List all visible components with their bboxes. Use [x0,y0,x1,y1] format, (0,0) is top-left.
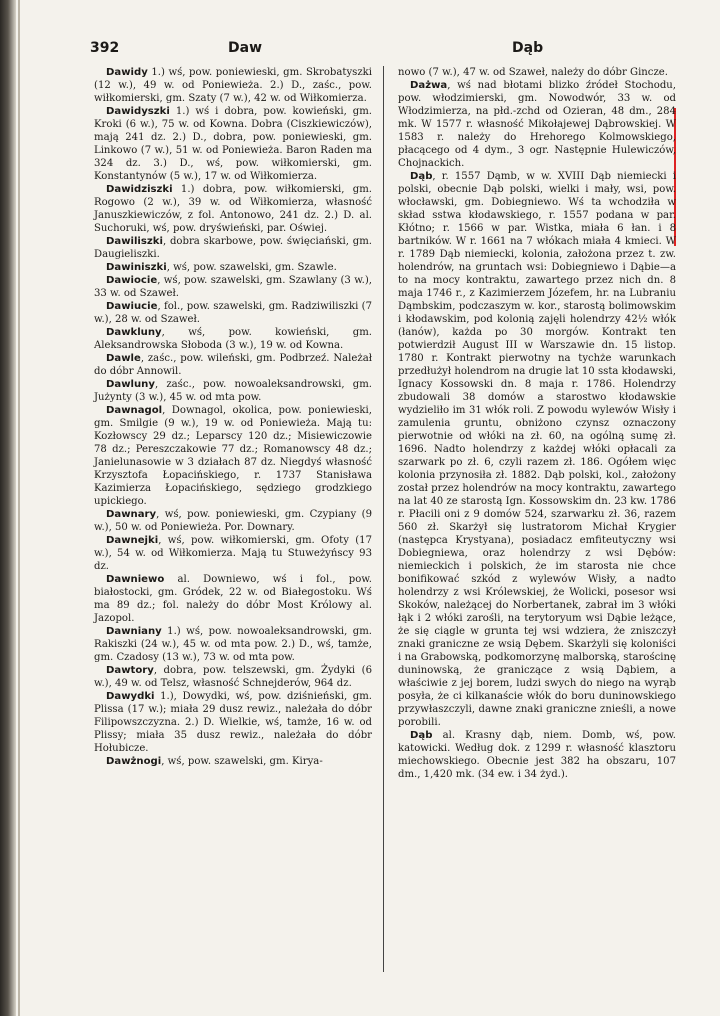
entry-headword: Dawiliszki [106,236,163,247]
dictionary-entry [398,79,676,170]
dictionary-entry [94,183,372,235]
dictionary-entry [398,729,676,781]
left-running-head: Daw [228,40,263,56]
entry-headword: Dawidziszki [106,184,173,195]
entry-headword: Dawnejki [106,535,159,546]
dictionary-entry [94,105,372,183]
dictionary-entry [94,300,372,326]
entry-headword: Dawnagol [106,405,163,416]
dictionary-entry [94,755,372,768]
entry-text: nowo (7 w.), 47 w. od Szaweł, należy do dóbr Gincze. [398,67,668,78]
dictionary-entry [94,352,372,378]
book-binding-shadow [0,0,16,1016]
entry-headword: Dawniewo [106,574,165,585]
dictionary-entry [94,404,372,508]
entry-headword: Dąb [410,171,433,182]
dictionary-entry [398,66,676,79]
dictionary-page [90,40,676,980]
page-edge [18,0,20,1016]
entry-headword: Dąb [410,730,433,741]
dictionary-entry [94,235,372,261]
dictionary-entry [94,690,372,755]
right-column [398,66,676,781]
dictionary-entry [94,66,372,105]
dictionary-entry [398,170,676,729]
entry-text: , wś nad błotami blizko źródeł Stochodu, pow. włodzimierski, gm. Nowodwór, 33 w. od Włodzimierza, na płd.-zchd od Ozieran, 48 dm., 284 mk. W 1577 r. własność Mikołajewej Dąbrowskiej. W 1583 r. należy do Hrehorego Kolmowskiego, płacącego od 4 dym., 3 ogr. Następnie Hulewiczów, Chojnackich. [398,80,676,169]
entry-headword: Dawiniszki [106,262,167,273]
right-running-head: Dąb [512,40,544,56]
entry-text: 1.) wś i dobra, pow. kowieński, gm. Kroki (6 w.), 75 w. od Kowna. Dobra (Ciszkiewiczów), mają 241 dz. 2.) D., dobra, pow. poniewieski, gm. Linkowo (7 w.), 51 w. od Poniewieża. Baron Raden ma 324 dz. 3.) D., wś, pow. wiłkomierski, gm. Konstantynów (5 w.), 17 w. od Wiłkomierza. [94,106,372,182]
entry-text: , r. 1557 Dąmb, w w. XVIII Dąb niemiecki i polski, obecnie Dąb polski, wielki i mały, wsi, pow. włocławski, gm. Dobiegniewo. Wś ta wchodziła w skład sstwa kłodawskiego, r. 1557 podana w par. Kłótno; r. 1566 w par. Wistka, miała 6 łan. i 8 bartników. W r. 1661 na 7 włókach miała 4 kmieci. W r. 1789 Dąb niemiecki, kolonia, założona przez t. zw. holendrów, na gruntach wsi: Dobiegniewo i Dąbie—a to na mocy kontraktu, zawartego przez nich dn. 8 maja 1746 r., z Kazimierzem Józefem, hr. na Lubraniu Dąmbskim, podczaszym w. kor., starostą bolimowskim i kłodawskim, pod kolonią zajęli holendrzy 42½ włók (łanów), każda po 30 morgów. Kontrakt ten potwierdził August III w Warszawie dn. 15 listop. 1780 r. Kontrakt pierwotny na tychże warunkach przedłużył holendrom na drugie lat 10 ssta kłodawski, Ignacy Kossowski dn. 8 maja r. 1786. Holendrzy zbudowali 38 domów a starostwo kłodawskie wydzieliło im 31 włók roli. Z powodu wylewów Wisły i zamulenia gruntu, obniżono czynsz oznaczony pierwotnie od włóki na zł. 60, na ogólną sumę zł. 1696. Nadto holendrzy z każdej włóki opłacali za szarwark po zł. 6, czyli razem zł. 186. Ogółem więc kolonia przynosiła zł. 1882. Dąb polski, kol., założony został przez holendrów na mocy kontraktu, zawartego na lat 40 ze starostą Ign. Kossowskim dn. 23 kw. 1786 r. Płacili oni z 9 domów 524, szarwarku zł. 36, razem 560 zł. Skarżył się lustratorom Michał Krygier (następca Krystyana), posiadacz emfiteutyczny wsi Dobiegniewa, oraz holendrzy z wsi Dębów: niemieckich i polskich, że im starosta nie chce bonifikować szkód z wylewów Wisły, a nadto holendrzy z wsi Królewskiej, że Wolicki, posesor wsi Skoków, należącej do Norbertanek, zabrał im 3 włóki łąk i 2 włóki zarośli, na terytoryum wsi Dąbie leżące, że się ciągle w grunta tej wsi wdziera, że zniszczył znaki graniczne ze wsią Dębem. Skarżyli się koloniści i na Grabowską, podkomorzynę malborską, starościnę duninowską, że graniczące z wsią Dąbiem, a właściwie z jej borem, ludzi swych do niego na wyrąb posyła, że ci kilkanaście włók do boru duninowskiego przywłaszczyli, dawne znaki graniczne znieśli, a nowe porobili. [398,171,676,728]
entry-text: 1.), Dowydki, wś, pow. dziśnieński, gm. Plissa (17 w.); miała 29 dusz rewiz., należała do dóbr Filipowszczyzna. 2.) D. Wielkie, wś, tamże, 16 w. od Plissy; miała 35 dusz rewiz., należała do dóbr Hołubicze. [94,691,372,754]
dictionary-entry [94,326,372,352]
entry-text: , wś, pow. wiłkomierski, gm. Ofoty (17 w.), 54 w. od Wiłkomierza. Mają tu Stuweżyńscy 93 dz. [94,535,372,572]
entry-headword: Dażwa [410,80,448,91]
dictionary-entry [94,378,372,404]
entry-headword: Dawydki [106,691,155,702]
entry-text: , Downagol, okolica, pow. poniewieski, gm. Smilgie (9 w.), 19 w. od Poniewieża. Mają tu: Kozłowscy 29 dz.; Leparscy 120 dz.; Misiewiczowie 78 dz.; Pereszczakowie 77 dz.; Romanowscy 48 dz.; Janielunasowie w 3 działach 87 dz. Niegdyś własność Krzysztofa Łopacińskiego, r. 1737 Stanisława Kazimierza Łopacińskiego, sędziego grodzkiego upickiego. [94,405,372,507]
entry-text: 1.) dobra, pow. wiłkomierski, gm. Rogowo (2 w.), 39 w. od Wiłkomierza, własność Januszkiewiczów, z fol. Antonowo, 241 dz. 2.) D. al. Suchoruki, wś, pow. dryświeński, par. Oświej. [94,184,372,234]
text-columns [90,66,676,972]
dictionary-entry [94,573,372,625]
entry-text: , wś, pow. kowieński, gm. Aleksandrowska Słoboda (3 w.), 19 w. od Kowna. [94,327,372,351]
entry-text: , wś, pow. poniewieski, gm. Czypiany (9 w.), 50 w. od Poniewieża. Por. Downary. [94,509,372,533]
dictionary-entry [94,274,372,300]
entry-text: , dobra skarbowe, pow. święciański, gm. Daugieliszki. [94,236,372,260]
entry-text: 1.) wś, pow. poniewieski, gm. Skrobatyszki (12 w.), 49 w. od Poniewieża. 2.) D., zaśc., pow. wiłkomierski, gm. Szaty (7 w.), 42 w. od Wiłkomierza. [94,67,372,104]
entry-headword: Dawtory [106,665,154,676]
column-divider [383,66,384,972]
entry-text: , zaśc., pow. wileński, gm. Podbrzeź. Należał do dóbr Annowil. [94,353,372,377]
entry-headword: Dawżnogi [106,756,162,767]
entry-text: , wś, pow. szawelski, gm. Szawle. [166,262,337,273]
entry-headword: Dawiucie [106,301,158,312]
entry-text: , wś, pow. szawelski, gm. Kirya- [161,756,323,767]
page-number: 392 [90,40,120,56]
entry-headword: Dawnary [106,509,157,520]
entry-text: , fol., pow. szawelski, gm. Radziwiliszki (7 w.), 28 w. od Szaweł. [94,301,372,325]
entry-headword: Dawle [106,353,141,364]
entry-text: , wś, pow. szawelski, gm. Szawlany (3 w.), 33 w. od Szaweł. [94,275,372,299]
entry-headword: Dawkluny [106,327,162,338]
entry-text: 1.) wś, pow. nowoaleksandrowski, gm. Rakiszki (24 w.), 45 w. od mta pow. 2.) D., wś, tamże, gm. Czadosy (13 w.), 73 w. od mta pow. [94,626,372,663]
entry-headword: Dawidyszki [106,106,170,117]
entry-text: , dobra, pow. telszewski, gm. Żydyki (6 w.), 49 w. od Telsz, własność Schnejderów, 964 dz. [94,665,372,689]
dictionary-entry [94,508,372,534]
dictionary-entry [94,534,372,573]
left-column [94,66,372,768]
page-header [90,40,676,66]
dictionary-entry [94,261,372,274]
entry-text: al. Krasny dąb, niem. Domb, wś, pow. katowicki. Według dok. z 1299 r. własność klasztoru miechowskiego. Obecnie jest 382 ha obszaru, 107 dm., 1,420 mk. (34 ew. i 34 żyd.). [398,730,676,780]
entry-headword: Dawniany [106,626,162,637]
dictionary-entry [94,625,372,664]
entry-headword: Dawiocie [106,275,158,286]
entry-text: , zaśc., pow. nowoaleksandrowski, gm. Jużynty (3 w.), 45 w. od mta pow. [94,379,372,403]
entry-headword: Dawidy [106,67,148,78]
entry-headword: Dawluny [106,379,155,390]
entry-text: al. Downiewo, wś i fol., pow. białostocki, gm. Gródek, 22 w. od Białegostoku. Wś ma 89 dz.; fol. należy do dóbr Most Królowy al. Jazopol. [94,574,372,624]
dictionary-entry [94,664,372,690]
